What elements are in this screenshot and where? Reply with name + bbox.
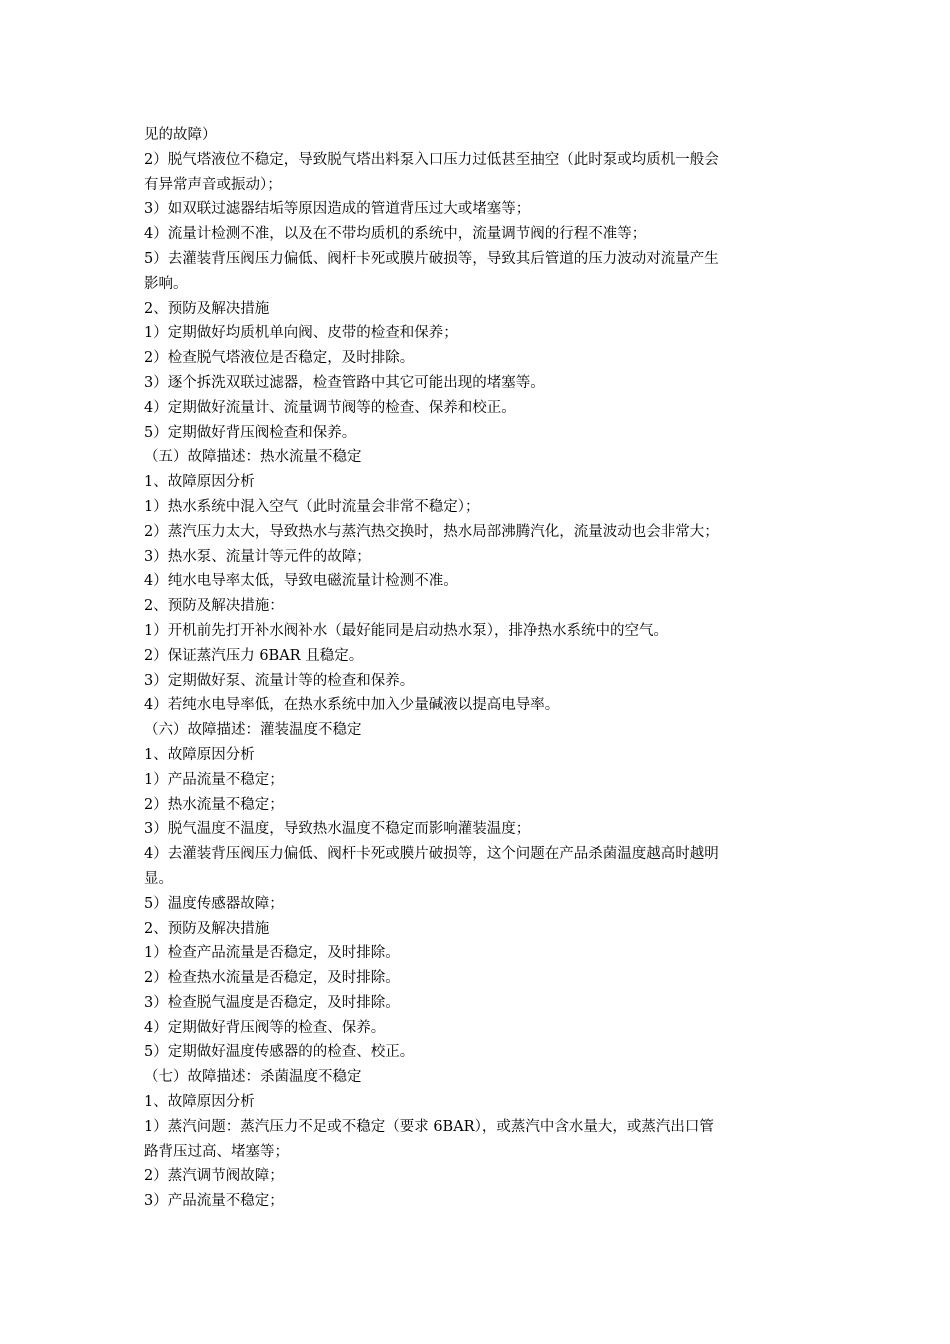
text-line: 影响。 xyxy=(144,275,188,292)
text-line: 5）去灌装背压阀压力偏低、阀杆卡死或膜片破损等，导致其后管道的压力波动对流量产生 xyxy=(144,250,719,267)
text-line: 1）蒸汽问题：蒸汽压力不足或不稳定（要求 6BAR），或蒸汽中含水量大，或蒸汽出口管 xyxy=(144,1118,714,1135)
text-line: 显。 xyxy=(144,870,173,887)
text-line: 1）开机前先打开补水阀补水（最好能同是启动热水泵），排净热水系统中的空气。 xyxy=(144,622,668,639)
text-line: 路背压过高、堵塞等； xyxy=(144,1143,289,1160)
text-line: 4）若纯水电导率低，在热水系统中加入少量碱液以提高电导率。 xyxy=(144,697,560,714)
text-line: 3）热水泵、流量计等元件的故障； xyxy=(144,548,371,565)
text-line: 1）热水系统中混入空气（此时流量会非常不稳定）； xyxy=(144,498,480,515)
text-line: 2）蒸汽调节阀故障； xyxy=(144,1168,284,1185)
text-line: 1、故障原因分析 xyxy=(144,1094,255,1111)
text-line: 有异常声音或振动）； xyxy=(144,176,282,193)
text-line: 3）逐个拆洗双联过滤器，检查管路中其它可能出现的堵塞等。 xyxy=(144,374,545,391)
text-line: 2）脱气塔液位不稳定，导致脱气塔出料泵入口压力过低甚至抽空（此时泵或均质机一般会 xyxy=(144,151,719,168)
text-line: 2）蒸汽压力太大，导致热水与蒸汽热交换时，热水局部沸腾汽化，流量波动也会非常大； xyxy=(144,523,719,540)
text-line: （五）故障描述：热水流量不稳定 xyxy=(144,449,362,466)
text-line: 5）温度传感器故障； xyxy=(144,895,284,912)
text-line: 5）定期做好温度传感器的的检查、校正。 xyxy=(144,1044,415,1061)
text-line: 2）检查热水流量是否稳定，及时排除。 xyxy=(144,970,400,987)
text-line: 4）纯水电导率太低，导致电磁流量计检测不准。 xyxy=(144,573,458,590)
text-line: 2、预防及解决措施： xyxy=(144,598,284,615)
text-line: 2、预防及解决措施 xyxy=(144,920,270,937)
text-line: 2）热水流量不稳定； xyxy=(144,796,284,813)
text-line: 4）去灌装背压阀压力偏低、阀杆卡死或膜片破损等，这个问题在产品杀菌温度越高时越明 xyxy=(144,846,719,863)
text-line: （七）故障描述：杀菌温度不稳定 xyxy=(144,1069,362,1086)
text-line: 2）保证蒸汽压力 6BAR 且稳定。 xyxy=(144,647,364,664)
text-line: 1、故障原因分析 xyxy=(144,746,255,763)
text-line: （六）故障描述：灌装温度不稳定 xyxy=(144,722,362,739)
text-line: 2）检查脱气塔液位是否稳定，及时排除。 xyxy=(144,350,415,367)
text-line: 4）定期做好流量计、流量调节阀等的检查、保养和校正。 xyxy=(144,399,516,416)
text-line: 1）产品流量不稳定； xyxy=(144,771,284,788)
text-line: 3）脱气温度不温度，导致热水温度不稳定而影响灌装温度； xyxy=(144,821,531,838)
text-line: 1）检查产品流量是否稳定，及时排除。 xyxy=(144,945,400,962)
text-line: 5）定期做好背压阀检查和保养。 xyxy=(144,424,357,441)
text-line: 3）如双联过滤器结垢等原因造成的管道背压过大或堵塞等； xyxy=(144,201,531,218)
text-line: 4）流量计检测不准，以及在不带均质机的系统中，流量调节阀的行程不准等； xyxy=(144,226,647,243)
text-line: 1）定期做好均质机单向阀、皮带的检查和保养； xyxy=(144,325,458,342)
text-line: 3）检查脱气温度是否稳定，及时排除。 xyxy=(144,994,400,1011)
text-line: 4）定期做好背压阀等的检查、保养。 xyxy=(144,1019,386,1036)
document-body xyxy=(144,123,810,1214)
text-line: 3）定期做好泵、流量计等的检查和保养。 xyxy=(144,672,415,689)
text-line: 1、故障原因分析 xyxy=(144,474,255,491)
text-line: 见的故障） xyxy=(144,127,217,143)
text-line: 3）产品流量不稳定； xyxy=(144,1193,284,1210)
text-line: 2、预防及解决措施 xyxy=(144,300,270,317)
